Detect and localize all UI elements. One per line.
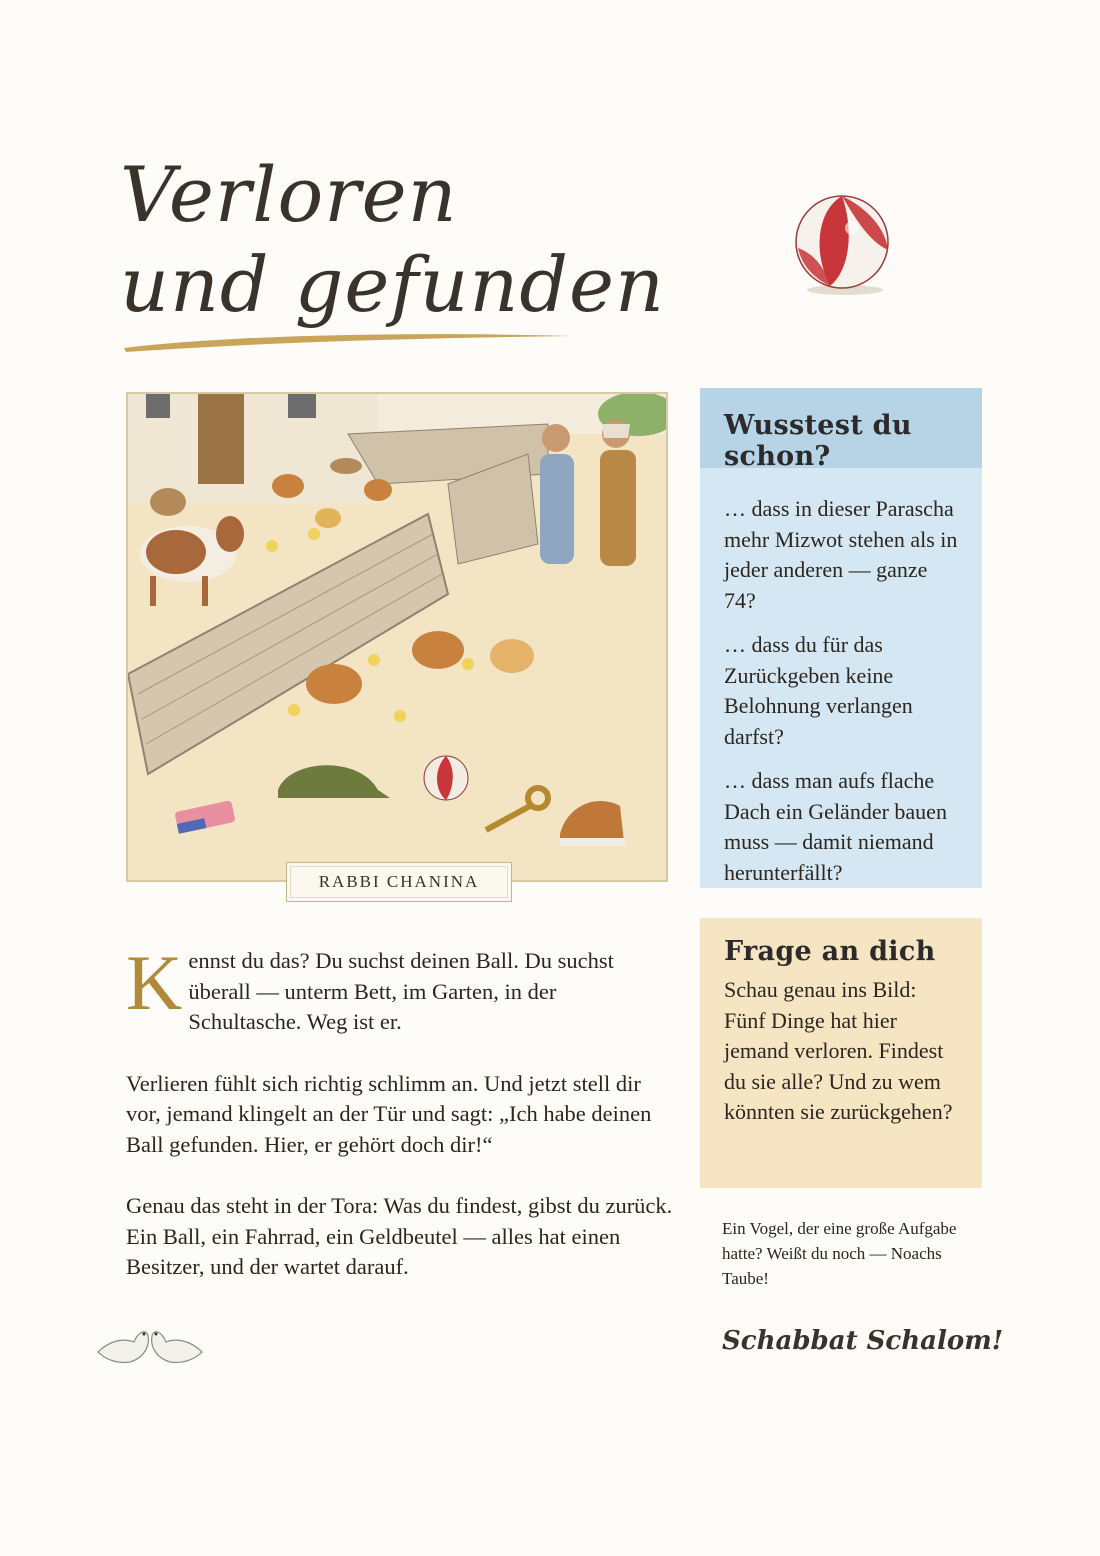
illustration-caption: RABBI CHANINA (286, 862, 512, 902)
did-you-know-title: Wusstest du schon? (724, 410, 912, 472)
page-title-line1: Verloren (120, 150, 458, 239)
doves-icon (94, 1318, 206, 1374)
closing-greeting: Schabbat Schalom! (722, 1326, 1004, 1356)
question-text: Schau genau ins Bild: Fünf Dinge hat hier jemand verloren. Findest du sie alle? Und zu wem könnten sie zurückgehen? (724, 977, 953, 1124)
article-paragraph-1 (126, 939, 674, 1038)
page-title (120, 150, 720, 330)
question-box (700, 918, 982, 1188)
article-paragraph-1-text: ennst du das? Du suchst deinen Ball. Du suchst überall — unterm Bett, im Garten, in der Schultasche. Weg ist er. (188, 948, 614, 1034)
drop-cap: K (126, 939, 183, 1026)
did-you-know-item: … dass man aufs flache Dach ein Geländer bauen muss — damit niemand herunterfällt? (724, 768, 947, 885)
did-you-know-item: … dass in dieser Parascha mehr Mizwot stehen als in jeder anderen — ganze 74? (724, 496, 958, 613)
page-title-line2: und gefunden (120, 240, 665, 329)
farmyard-illustration (126, 392, 668, 882)
title-swoosh (120, 326, 580, 356)
did-you-know-item: … dass du für das Zurückgeben keine Belohnung verlangen darfst? (724, 632, 913, 749)
beach-ball-icon (790, 190, 900, 300)
article-paragraph-3: Genau das steht in der Tora: Was du findest, gibst du zurück. Ein Ball, ein Fahrrad, ein Geldbeutel — alles hat einen Besitzer, und der wartet darauf. (126, 1193, 673, 1279)
article-paragraph-2: Verlieren fühlt sich richtig schlimm an. Und jetzt stell dir vor, jemand klingelt an der Tür und sagt: „Ich habe deinen Ball gefunden. Hier, er gehört doch dir!“ (126, 1070, 652, 1157)
did-you-know-box (700, 388, 982, 888)
question-title: Frage an dich (724, 936, 936, 967)
dove-note: Ein Vogel, der eine große Aufgabe hatte? Weißt du noch — Noachs Taube! (722, 1219, 957, 1288)
article-body (126, 939, 674, 1314)
